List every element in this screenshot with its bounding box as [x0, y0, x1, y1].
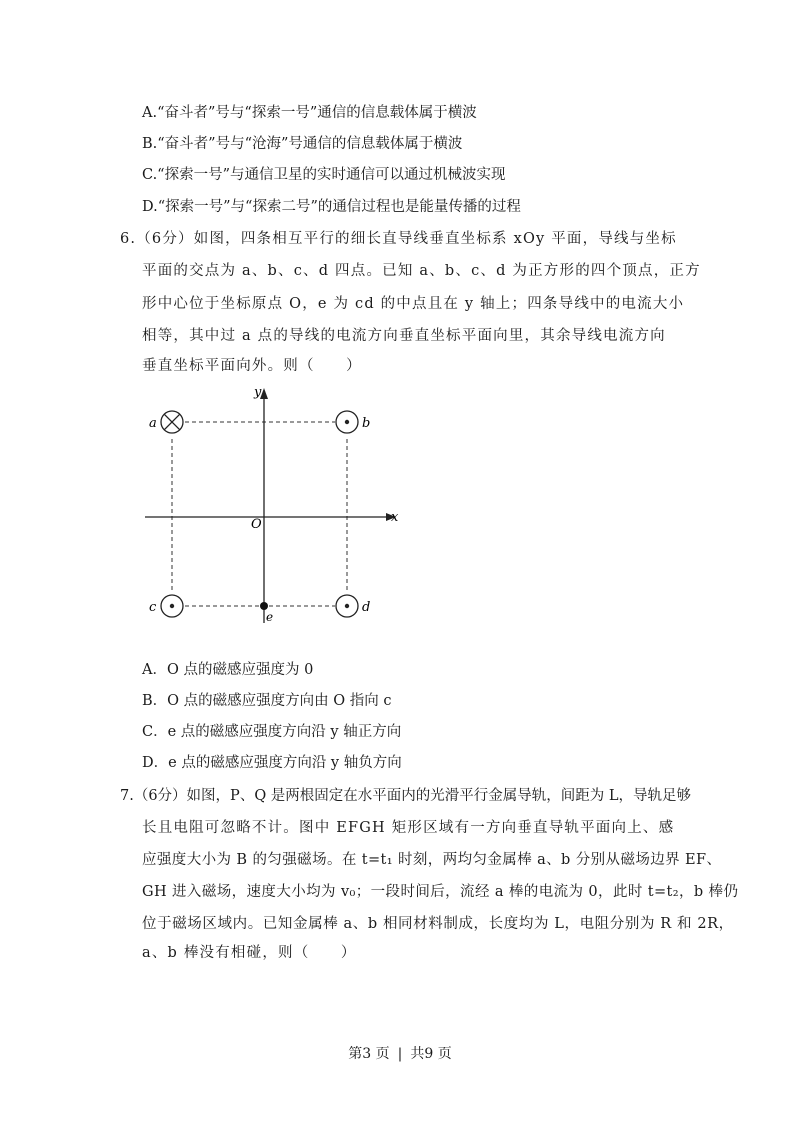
point-b-label: b: [362, 416, 371, 431]
q6-option-b: B．O 点的磁感应强度方向由 O 指向 c: [142, 693, 392, 709]
page-footer: [0, 1044, 800, 1064]
q7-stem-line-6: a、b 棒没有相碰，则（ ）: [142, 945, 357, 961]
q6-option-a: A．O 点的磁感应强度为 0: [142, 662, 314, 678]
origin-label: O: [251, 517, 262, 532]
wire-b-out-of-page-icon: [336, 411, 358, 433]
q6-coordinate-diagram: [140, 378, 410, 628]
q6-stem-line-4: 相等，其中过 a 点的导线的电流方向垂直坐标平面向里，其余导线电流方向: [142, 328, 666, 344]
q6-stem-line-1: 6.（6分）如图，四条相互平行的细长直导线垂直坐标系 xOy 平面，导线与坐标: [120, 231, 677, 247]
q7-stem-line-4: GH 进入磁场，速度大小均为 v₀；一段时间后，流经 a 棒的电流为 0，此时 t=t₂，b 棒仍: [142, 884, 739, 900]
wire-d-out-of-page-icon: [336, 595, 358, 617]
point-a-label: a: [149, 416, 157, 431]
page-total: 共9 页: [410, 1046, 452, 1062]
q6-figure: [140, 378, 410, 628]
q6-stem-line-3: 形中心位于坐标原点 O，e 为 cd 的中点且在 y 轴上；四条导线中的电流大小: [142, 296, 685, 312]
q6-option-c: C．e 点的磁感应强度方向沿 y 轴正方向: [142, 724, 402, 740]
wire-a-into-page-icon: [161, 411, 183, 433]
q7-stem-line-3: 应强度大小为 B 的匀强磁场。在 t=t₁ 时刻，两均匀金属棒 a、b 分别从磁场边界 EF、: [142, 852, 722, 868]
point-c-label: c: [149, 600, 157, 615]
point-d-label: d: [362, 600, 371, 615]
q5-option-a: A.“奋斗者”号与“探索一号”通信的信息载体属于横波: [142, 105, 477, 121]
q5-option-b: B.“奋斗者”号与“沧海”号通信的信息载体属于横波: [142, 136, 463, 152]
q5-option-c: C.“探索一号”与通信卫星的实时通信可以通过机械波实现: [142, 167, 506, 183]
q7-stem-line-1: 7.（6分）如图，P、Q 是两根固定在水平面内的光滑平行金属导轨，间距为 L，导轨足够: [120, 788, 692, 804]
point-e-marker: [260, 602, 268, 610]
y-axis-label: y: [254, 385, 262, 400]
q7-stem-line-5: 位于磁场区域内。已知金属棒 a、b 相同材料制成，长度均为 L，电阻分别为 R 和 2R，: [142, 916, 734, 932]
wire-c-out-of-page-icon: [161, 595, 183, 617]
q6-stem-line-2: 平面的交点为 a、b、c、d 四点。已知 a、b、c、d 为正方形的四个顶点，正方: [142, 263, 701, 279]
footer-separator: |: [397, 1046, 403, 1062]
x-axis-label: x: [391, 510, 399, 525]
page-number: 第3 页: [348, 1046, 390, 1062]
q5-option-d: D.“探索一号”与“探索二号”的通信过程也是能量传播的过程: [142, 199, 521, 215]
point-e-label: e: [266, 610, 274, 624]
q6-option-d: D．e 点的磁感应强度方向沿 y 轴负方向: [142, 755, 402, 771]
q6-stem-line-5: 垂直坐标平面向外。则（ ）: [142, 358, 362, 374]
q7-stem-line-2: 长且电阻可忽略不计。图中 EFGH 矩形区域有一方向垂直导轨平面向上、感: [142, 820, 675, 836]
